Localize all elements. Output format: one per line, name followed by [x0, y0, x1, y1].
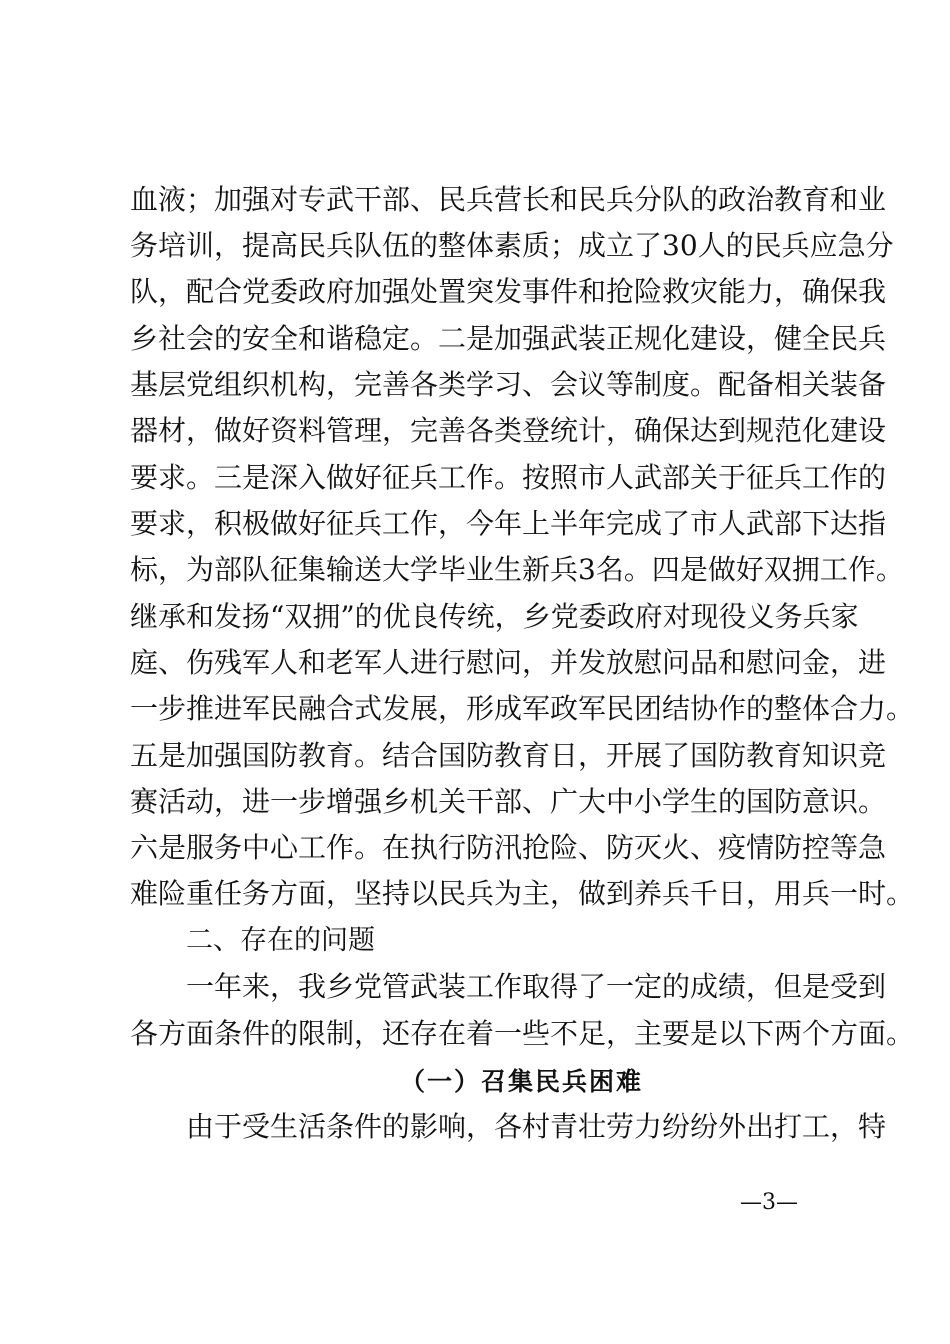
body-text-line: 继承和发扬“双拥”的优良传统，乡党委政府对现役义务兵家	[130, 600, 859, 633]
body-text-line: 一步推进军民融合式发展，形成军政军民团结协作的整体合力。	[130, 692, 915, 725]
body-text-line: 务培训，提高民兵队伍的整体素质；成立了30人的民兵应急分	[130, 229, 894, 262]
body-text-line: 五是加强国防教育。结合国防教育日，开展了国防教育知识竞	[130, 739, 887, 772]
body-text-line: 要求。三是深入做好征兵工作。按照市人武部关于征兵工作的	[130, 461, 887, 494]
body-text-line: 难险重任务方面，坚持以民兵为主，做到养兵千日，用兵一时。	[130, 877, 915, 910]
body-text-line: 六是服务中心工作。在执行防汛抢险、防灭火、疫情防控等急	[130, 831, 887, 864]
body-text-line: 庭、伤残军人和老军人进行慰问，并发放慰问品和慰问金，进	[130, 646, 887, 679]
body-text-line: 标，为部队征集输送大学毕业生新兵3名。四是做好双拥工作。	[130, 553, 904, 586]
body-text-line: 队，配合党委政府加强处置突发事件和抢险救灾能力，确保我	[130, 275, 887, 308]
body-text-line: 血液；加强对专武干部、民兵营长和民兵分队的政治教育和业	[130, 183, 887, 216]
page-number: —3—	[740, 1190, 798, 1215]
body-text-line: 基层党组织机构，完善各类学习、会议等制度。配备相关装备	[130, 368, 887, 401]
body-text-line: 赛活动，进一步增强乡机关干部、广大中小学生的国防意识。	[130, 785, 887, 818]
body-text-line: 各方面条件的限制，还存在着一些不足，主要是以下两个方面。	[130, 1017, 915, 1050]
body-text-line: 要求，积极做好征兵工作，今年上半年完成了市人武部下达指	[130, 507, 887, 540]
section-heading: 二、存在的问题	[186, 925, 375, 956]
body-text-line: 一年来，我乡党管武装工作取得了一定的成绩，但是受到	[186, 970, 887, 1003]
body-text-line: 器材，做好资料管理，完善各类登统计，确保达到规范化建设	[130, 414, 887, 447]
body-text-line: 乡社会的安全和谐稳定。二是加强武装正规化建设，健全民兵	[130, 322, 887, 355]
body-text-line: 由于受生活条件的影响，各村青壮劳力纷纷外出打工，特	[186, 1110, 887, 1143]
subsection-heading: （一）召集民兵困难	[400, 1067, 644, 1096]
